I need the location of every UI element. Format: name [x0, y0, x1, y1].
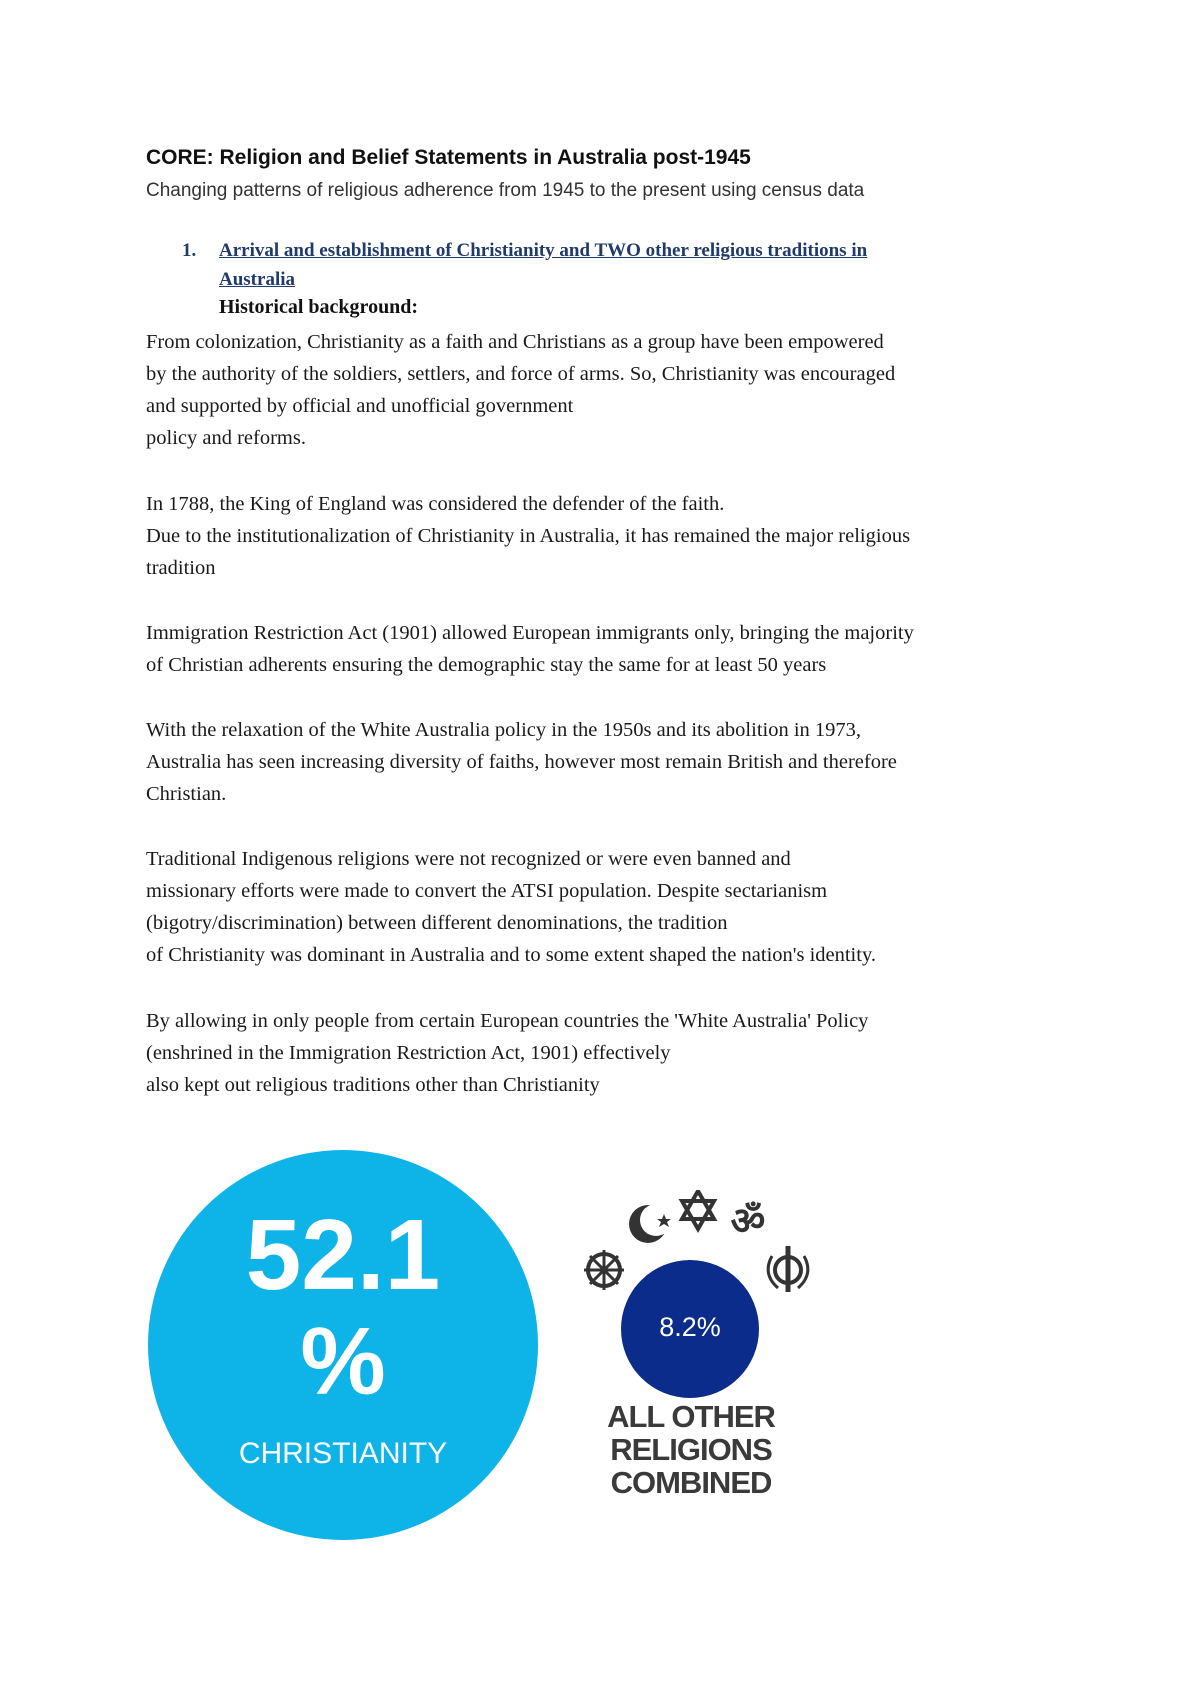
- historical-background-heading: Historical background:: [219, 296, 419, 318]
- paragraph-1788: [146, 488, 1076, 584]
- paragraph-line: From colonization, Christianity as a faith and Christians as a group have been empowered: [146, 331, 884, 353]
- christianity-circle: [148, 1150, 538, 1540]
- dharma-wheel-icon: [584, 1250, 624, 1290]
- svg-text:ॐ: ॐ: [730, 1199, 766, 1243]
- paragraph-line: By allowing in only people from certain European countries the 'White Australia' Policy: [146, 1010, 869, 1032]
- christianity-number: 52.1: [245, 1199, 441, 1311]
- other-religions-circle: [621, 1260, 759, 1398]
- paragraph-immigration-act: [146, 617, 1076, 681]
- christianity-percent-sign: %: [300, 1308, 386, 1415]
- document-subtitle: Changing patterns of religious adherence from 1945 to the present using census data: [146, 180, 865, 201]
- paragraph-line: of Christian adherents ensuring the demographic stay the same for at least 50 years: [146, 654, 827, 676]
- paragraph-colonization: [146, 326, 1076, 454]
- section-heading-line-2[interactable]: Australia: [219, 269, 295, 290]
- paragraph-line: and supported by official and unofficial government: [146, 395, 574, 417]
- section-number: 1.: [182, 240, 197, 261]
- khanda-icon: [768, 1246, 808, 1292]
- paragraph-line: Australia has seen increasing diversity of faiths, however most remain British and therefore: [146, 751, 897, 773]
- paragraph-line: Due to the institutionalization of Christianity in Australia, it has remained the major religious: [146, 525, 911, 547]
- paragraph-line: In 1788, the King of England was considered the defender of the faith.: [146, 493, 725, 515]
- section-heading-link[interactable]: [219, 236, 1019, 294]
- crescent-icon: [629, 1204, 672, 1243]
- paragraph-line: missionary efforts were made to convert the ATSI population. Despite sectarianism: [146, 880, 828, 902]
- christianity-label: CHRISTIANITY: [238, 1437, 448, 1470]
- paragraph-line: (enshrined in the Immigration Restriction Act, 1901) effectively: [146, 1042, 671, 1064]
- paragraph-line: (bigotry/discrimination) between different denominations, the tradition: [146, 912, 728, 934]
- star-of-david-icon: [682, 1191, 714, 1229]
- section-heading-line-1[interactable]: Arrival and establishment of Christianity and TWO other religious traditions in: [219, 240, 868, 261]
- paragraph-line: policy and reforms.: [146, 427, 306, 449]
- document-title: CORE: Religion and Belief Statements in Australia post-1945: [146, 146, 751, 169]
- other-religions-value: 8.2%: [659, 1312, 721, 1342]
- paragraph-line: tradition: [146, 557, 216, 579]
- paragraph-line: also kept out religious traditions other than Christianity: [146, 1074, 600, 1096]
- other-religions-label-line: ALL OTHER: [607, 1399, 775, 1434]
- other-religions-label-line: COMBINED: [610, 1465, 772, 1500]
- paragraph-line: by the authority of the soldiers, settlers, and force of arms. So, Christianity was encouraged: [146, 363, 896, 385]
- paragraph-line: Traditional Indigenous religions were not recognized or were even banned and: [146, 848, 791, 870]
- paragraph-white-australia: [146, 714, 1076, 810]
- other-religions-label-line: RELIGIONS: [610, 1432, 772, 1467]
- paragraph-european-countries: [146, 1005, 1076, 1101]
- paragraph-line: Christian.: [146, 783, 227, 805]
- om-icon: [731, 1199, 766, 1243]
- paragraph-indigenous: [146, 843, 1076, 971]
- paragraph-line: With the relaxation of the White Australia policy in the 1950s and its abolition in 1973,: [146, 719, 862, 741]
- religion-infographic: [146, 1142, 806, 1542]
- other-religions-label: [591, 1400, 791, 1499]
- paragraph-line: Immigration Restriction Act (1901) allowed European immigrants only, bringing the majority: [146, 622, 914, 644]
- paragraph-line: of Christianity was dominant in Australia and to some extent shaped the nation's identity.: [146, 944, 876, 966]
